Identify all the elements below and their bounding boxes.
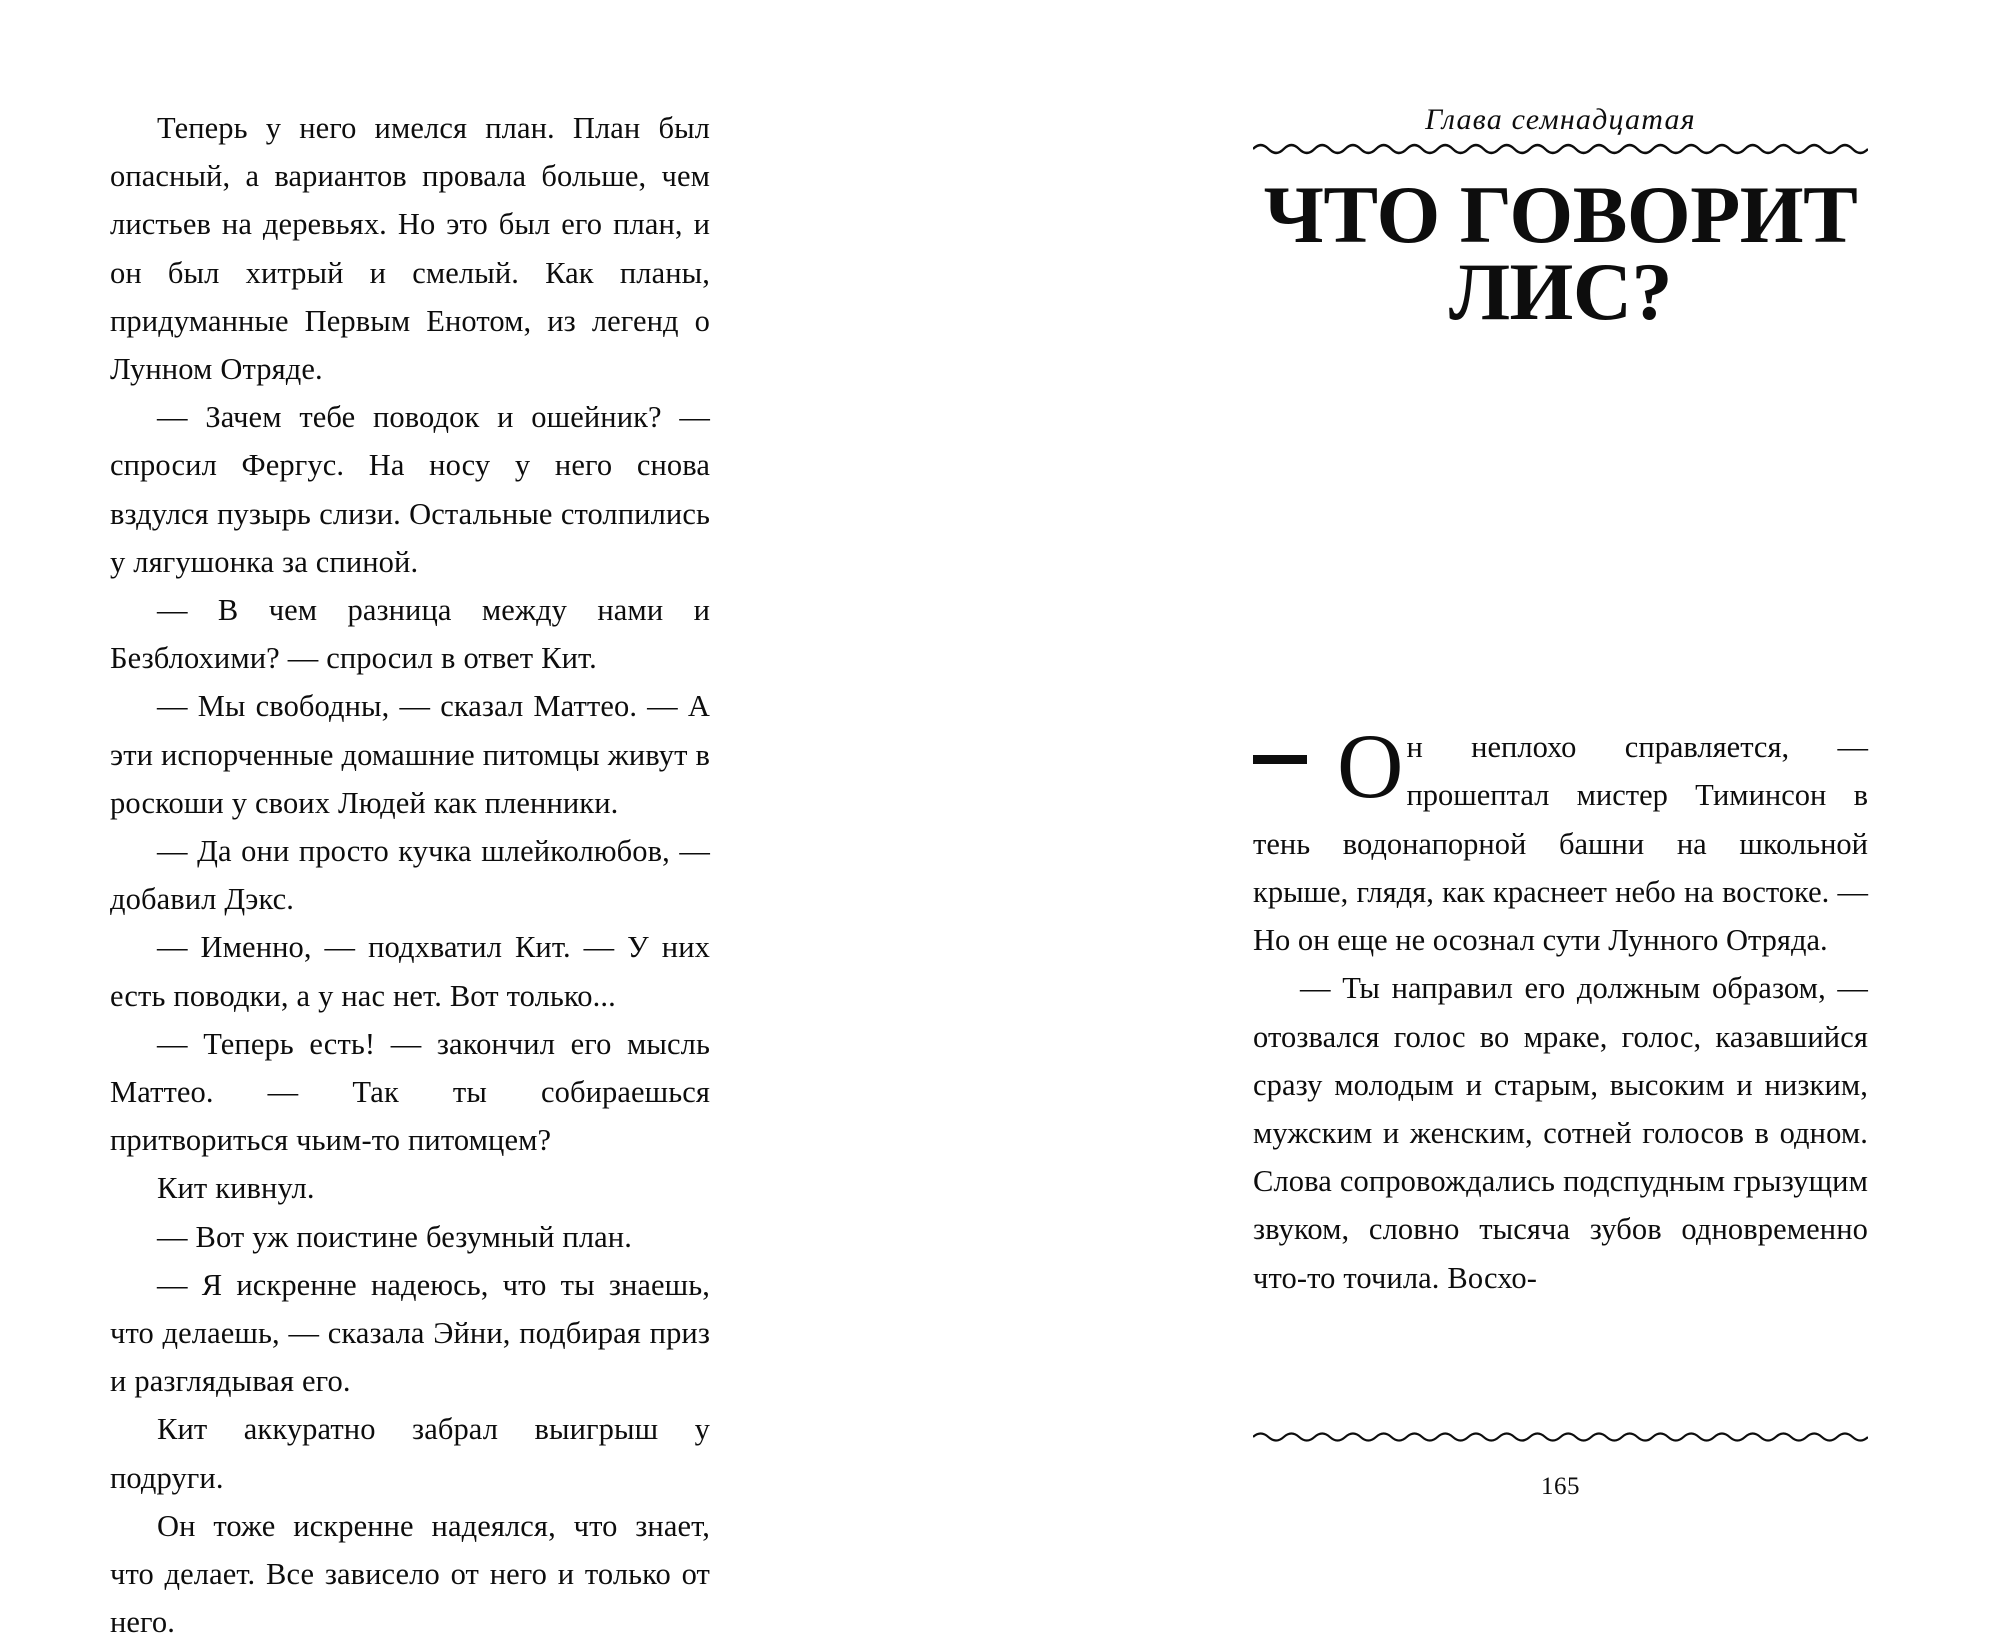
opening-paragraph — [1253, 715, 1868, 964]
chapter-title-line-1: ЧТО ГОВОРИТ — [1263, 168, 1858, 260]
opening-paragraph-block — [1253, 715, 1868, 964]
em-dash-mark — [1253, 755, 1307, 764]
chapter-label: Глава семнадцатая — [1425, 103, 1696, 136]
paragraph: — Именно, — подхватил Кит. — У них есть поводки, а у нас нет. Вот только... — [110, 930, 710, 1013]
opening-paragraph-text: н неплохо справляется, — прошептал мистер Тиминсон в тень водонапорной башни на школьной крыше, глядя, как краснеет небо на востоке. — Но он еще не осознал сути Лунного Отряда. — [1253, 730, 1868, 958]
right-page — [999, 0, 1999, 1587]
paragraph: Теперь у него имелся план. План был опасный, а вариантов провала больше, чем листьев на деревьях. Но это был его план, и он был хитрый и смелый. Как планы, придуманные Первым Енотом, из легенд о Лунном Отряде. — [110, 111, 710, 387]
paragraph: — Да они просто кучка шлейколюбов, — добавил Дэкс. — [110, 834, 710, 917]
paragraph: Кит аккуратно забрал выигрыш у подруги. — [110, 1412, 710, 1495]
paragraph: — Теперь есть! — закончил его мысль Маттео. — Так ты собираешься притвориться чьим-то питомцем? — [110, 1026, 710, 1158]
wavy-divider-bottom — [1253, 1429, 1868, 1445]
paragraph: — Ты направил его должным образом, — отозвался голос во мраке, голос, казавшийся сразу молодым и старым, высоким и низким, мужским и женским, сотней голосов в одном. Слова сопровождались подспудным грызущим звуком, словно тысяча зубов одновременно что-то точила. Восхо- — [1253, 971, 1868, 1295]
right-page-textblock — [1253, 715, 1868, 1301]
page-title — [1253, 168, 1868, 338]
left-page — [0, 0, 999, 1640]
page-number: 165 — [1541, 1473, 1580, 1500]
paragraph: — Зачем тебе поводок и ошейник? — спросил Фергус. На носу у него снова вздулся пузырь слизи. Остальные столпились у лягушонка за спиной. — [110, 400, 710, 579]
page-footer — [1253, 1429, 1868, 1501]
paragraph: Кит кивнул. — [157, 1171, 315, 1206]
chapter-title-line-2: ЛИС? — [1448, 246, 1673, 338]
left-page-textblock — [110, 104, 710, 1647]
drop-cap: О — [1337, 715, 1404, 818]
paragraph: Он тоже искренне надеялся, что знает, что делает. Все зависело от него и только от него. — [110, 1508, 710, 1640]
paragraph: — Вот уж поистине безумный план. — [157, 1219, 632, 1254]
chapter-header — [1253, 0, 1868, 338]
paragraph: — В чем разница между нами и Безблохими? — спросил в ответ Кит. — [110, 593, 710, 676]
paragraph: — Я искренне надеюсь, что ты знаешь, что делаешь, — сказала Эйни, подбирая приз и разглядывая его. — [110, 1267, 710, 1399]
wavy-divider-top — [1253, 140, 1868, 158]
paragraph: — Мы свободны, — сказал Маттео. — А эти испорченные домашние питомцы живут в роскоши у своих Людей как пленники. — [110, 689, 710, 820]
